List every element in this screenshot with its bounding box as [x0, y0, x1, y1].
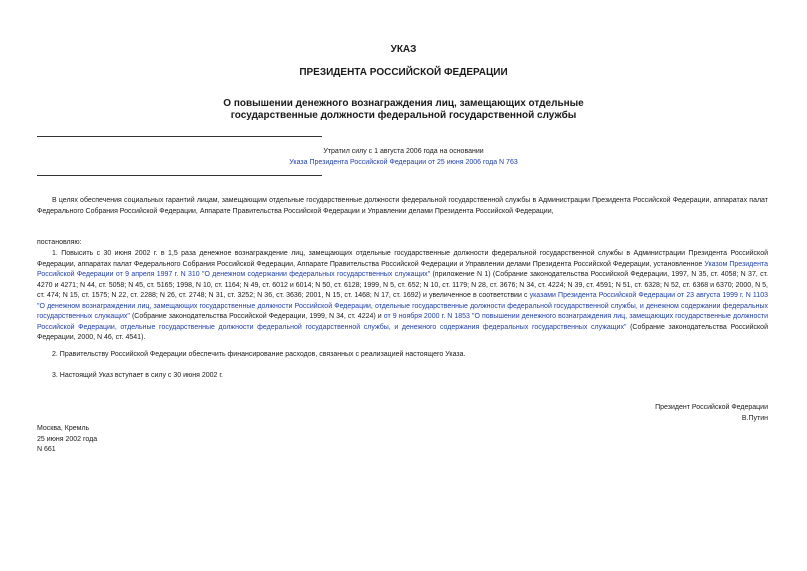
item-1-text-a: 1. Повысить с 30 июня 2002 г. в 1,5 раза денежное вознаграждение лиц, замещающих отдельные государственные должности федеральной государственной службы в Администрации Президента Российской Федерации, аппаратах палат Федерального Собрания Российской Федерации, Аппарате Правительства Российской Федерации и Управлении делами Президента Российской Федерации, установленное	[37, 250, 768, 268]
title-line-1: О повышении денежного вознаграждения лиц, замещающих отдельные	[223, 98, 584, 109]
resolves-text: постановляю:	[37, 239, 82, 246]
doc-type-heading: УКАЗ	[390, 44, 417, 55]
divider-bottom	[37, 175, 322, 176]
item-1-text-c: (Собрание законодательства Российской Федерации, 1999, N 34, ст. 4224) и	[129, 313, 384, 320]
title-line-2: государственные должности федеральной государственной службы	[230, 110, 577, 121]
status-note	[0, 146, 807, 168]
date-text: 25 июня 2002 года	[37, 435, 98, 443]
issuer-heading: ПРЕЗИДЕНТА РОССИЙСКОЙ ФЕДЕРАЦИИ	[299, 67, 508, 78]
signature-block	[655, 403, 768, 424]
basis-decree-link[interactable]: Указа Президента Российской Федерации от 25 июня 2006 года N 763	[289, 159, 518, 166]
signer-name: В.Путин	[741, 414, 768, 422]
decree-1853-link[interactable]: от 9 ноября 2000 г. N 1853 "О повышении денежного вознаграждения лиц, замещающих государственные должности Российской Федерации, отдельные государственные должности федеральной государственной службы, и денежного содержания федеральных государственных служащих"	[37, 313, 768, 331]
item-1-text-b: (приложение N 1) (Собрание законодательства Российской Федерации, 1997, N 35, ст. 4058; N 37, ст. 4270 и 4271; N 44, ст. 5058; N 45, ст. 5165; 1998, N 10, ст. 1164; N 49, ст. 6012 и 6014; N 50, ст. 6128; 1999, N 5, ст. 652; N 10, ст. 1179; N 28, ст. 3676; N 34, ст. 4224; N 39, ст. 4591; N 51, ст. 6328; N 52, ст. 6368 и 6370; 2000, N 5, ст. 474; N 15, ст. 1575; N 22, ст. 2288; N 26, ст. 2748; N 31, ст. 3252; N 36, ст. 3636; 2001, N 15, ст. 1468; N 17, ст. 1692) и увеличенное в соответствии с	[37, 271, 768, 299]
lost-force-text: Утратил силу с 1 августа 2006 года на основании	[323, 148, 484, 155]
document-title	[0, 98, 807, 122]
decree-310-link[interactable]: Указом Президента Российской Федерации от 9 апреля 1997 г. N 310 "О денежном содержании федеральных государственных служащих"	[37, 260, 769, 278]
signer-position: Президент Российской Федерации	[655, 404, 768, 411]
place-text: Москва, Кремль	[37, 425, 90, 432]
item-3-paragraph: 3. Настоящий Указ вступает в силу с 30 июня 2002 г.	[52, 372, 224, 379]
item-1-text-d: (Собрание законодательства Российской Федерации, 2000, N 46, ст. 4541).	[37, 323, 768, 341]
preamble-paragraph: В целях обеспечения социальных гарантий лицам, замещающим отдельные государственные должности федеральной государственной службы в Администрации Президента Российской Федерации, аппаратах палат Федерального Собрания Российской Федерации, Аппарате Правительства Российской Федерации и Управлении делами Президента Российской Федерации,	[37, 197, 768, 215]
place-date-block	[37, 424, 97, 456]
item-2-paragraph: 2. Правительству Российской Федерации обеспечить финансирование расходов, связанных с реализацией настоящего Указа.	[52, 351, 466, 358]
decree-number: N 661	[37, 446, 56, 453]
item-1-paragraph	[37, 249, 768, 344]
decree-1103-link[interactable]: указами Президента Российской Федерации от 23 августа 1999 г. N 1103 "О денежном вознаграждении лиц, замещающих государственные должности Российской Федерации, отдельные государственные должности федеральной государственной службы, и денежном содержании федеральных государственных служащих"	[37, 292, 768, 320]
divider-top	[37, 136, 322, 137]
